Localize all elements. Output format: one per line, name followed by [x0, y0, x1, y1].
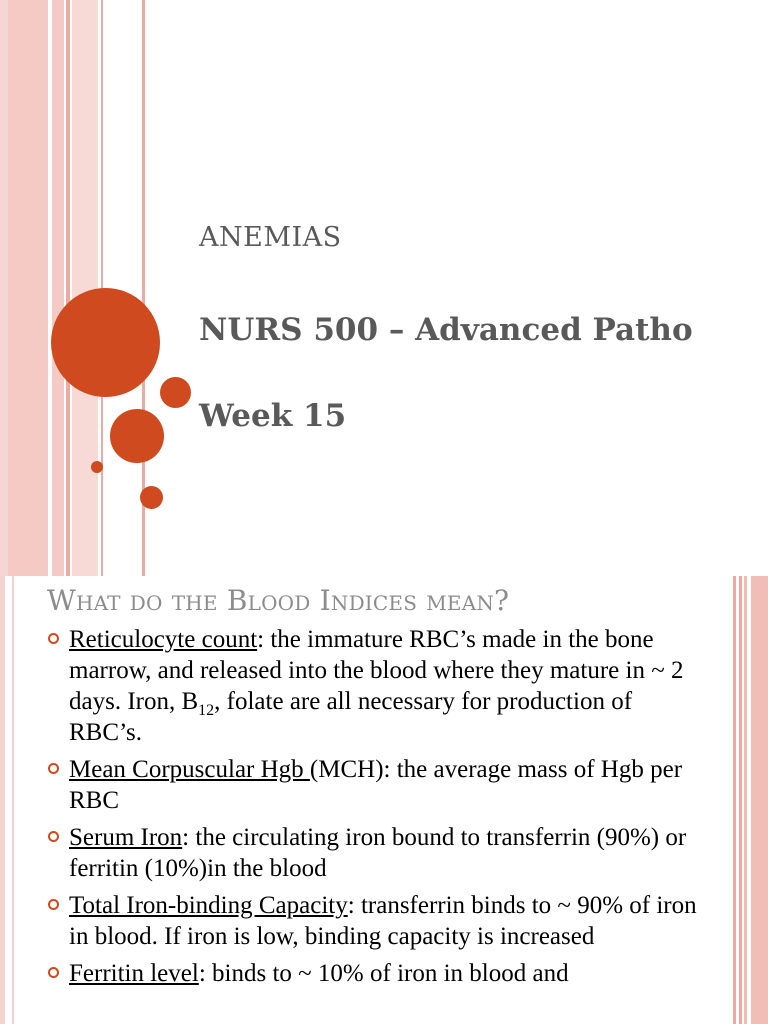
- decorative-circle-large: [51, 288, 160, 397]
- list-item: [47, 890, 707, 952]
- decorative-circle: [140, 486, 163, 509]
- bullet-text: (MCH): the average mass of Hgb per RBC: [69, 756, 683, 814]
- decorative-stripe: [744, 576, 747, 1024]
- bullet-term: Mean Corpuscular Hgb: [69, 756, 310, 783]
- decorative-stripe: [0, 0, 8, 576]
- decorative-stripe: [12, 576, 14, 1024]
- list-item: [47, 822, 707, 884]
- bullet-text: : binds to ~ 10% of iron in blood and: [198, 960, 569, 987]
- decorative-stripe: [739, 576, 742, 1024]
- bullet-term: Serum Iron: [69, 824, 183, 851]
- hollow-circle-bullet-icon: [48, 899, 59, 910]
- week-label: Week 15: [199, 398, 347, 434]
- decorative-circle: [91, 461, 103, 473]
- bullet-term: Reticulocyte count: [69, 626, 258, 653]
- course-subtitle: NURS 500 – Advanced Patho: [199, 312, 693, 348]
- bullet-text: : the immature RBC’s made in the bone marrow, and released into the blood where they mature in ~ 2 days. Iron, B: [69, 626, 684, 715]
- bullet-text: , folate are all necessary for production of RBC’s.: [69, 688, 633, 746]
- content-slide: [0, 576, 768, 1024]
- bullet-text: : the circulating iron bound to transferrin (90%) or ferritin (10%)in the blood: [69, 824, 687, 882]
- bullet-text: : transferrin binds to ~ 90% of iron in blood. If iron is low, binding capacity is increased: [69, 892, 697, 950]
- decorative-stripe: [751, 576, 768, 1024]
- bullet-list: [47, 624, 707, 995]
- list-item: [47, 754, 707, 816]
- hollow-circle-bullet-icon: [48, 967, 59, 978]
- decorative-circle: [110, 409, 164, 463]
- decorative-circle: [160, 377, 191, 408]
- list-item: [47, 624, 707, 748]
- decorative-stripe: [733, 576, 736, 1024]
- slide-title: ANEMIAS: [199, 222, 342, 253]
- slide-heading: What do the Blood Indices mean?: [47, 584, 510, 617]
- decorative-stripe: [72, 0, 98, 576]
- bullet-term: Total Iron-binding Capacity: [69, 892, 348, 919]
- hollow-circle-bullet-icon: [48, 633, 59, 644]
- hollow-circle-bullet-icon: [48, 763, 59, 774]
- decorative-stripe: [0, 576, 5, 1024]
- bullet-term: Ferritin level: [69, 960, 199, 987]
- list-item: [47, 958, 707, 989]
- subscript: 12: [198, 702, 215, 719]
- hollow-circle-bullet-icon: [48, 831, 59, 842]
- decorative-stripe: [66, 0, 70, 576]
- decorative-stripe: [8, 0, 48, 576]
- decorative-stripe: [52, 0, 64, 576]
